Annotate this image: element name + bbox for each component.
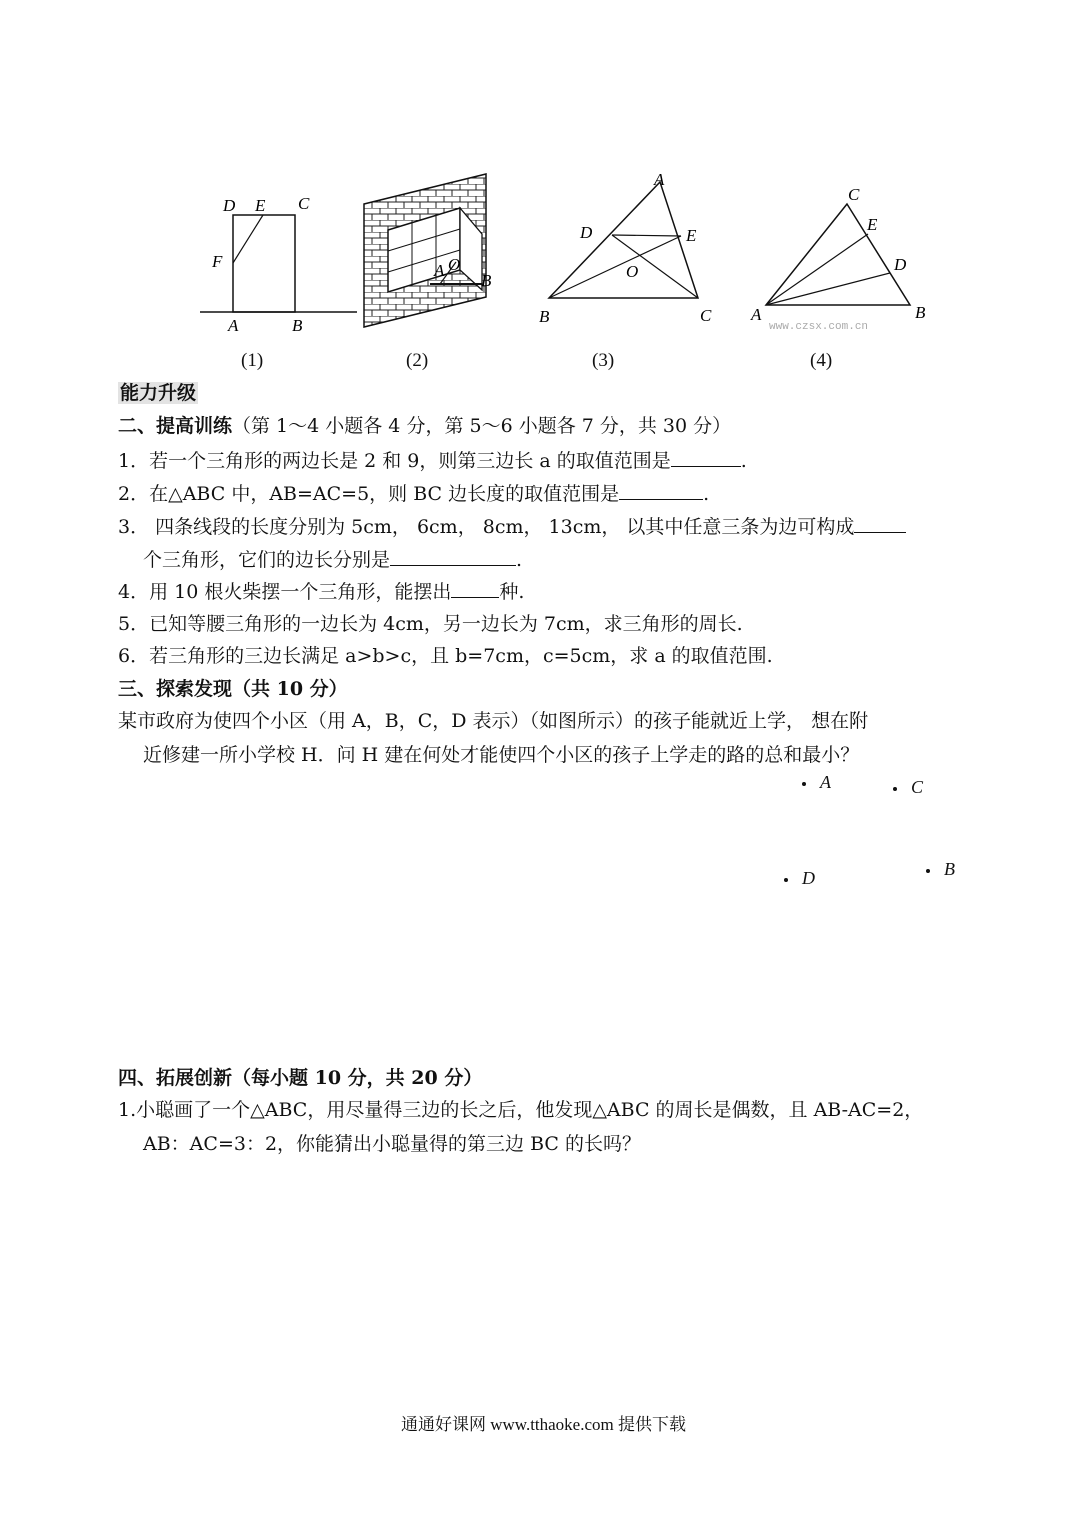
q4-blank[interactable]	[451, 579, 499, 598]
part4-line-1: 1.小聪画了一个△ABC，用尽量得三边的长之后，他发现△ABC 的周长是偶数，且 AB-AC=2，	[118, 1099, 924, 1121]
part4-heading: 四、拓展创新（每小题 10 分，共 20 分）	[118, 1067, 483, 1089]
point-d-label: D	[802, 868, 815, 888]
fig3-label-d: D	[580, 223, 593, 242]
question-4	[118, 579, 524, 605]
fig3-label-c: C	[700, 306, 712, 325]
fig4-watermark: www.czsx.com.cn	[769, 321, 869, 333]
part3-line-1: 某市政府为使四个小区（用 A，B，C，D 表示）（如图所示）的孩子能就近上学， 想在附	[118, 710, 869, 732]
figure-4-drawing	[745, 180, 935, 340]
question-2	[118, 481, 709, 507]
point-a-label: A	[820, 772, 831, 792]
q4-text: 4．用 10 根火柴摆一个三角形，能摆出	[118, 581, 452, 603]
question-6: 6．若三角形的三边长满足 a>b>c，且 b=7cm，c=5cm，求 a 的取值范围.	[118, 645, 773, 667]
point-a	[802, 772, 831, 793]
fig1-label-f: F	[212, 252, 223, 271]
figure-4	[745, 180, 935, 340]
figure-4-caption: (4)	[810, 350, 833, 371]
fig1-label-a: A	[228, 316, 239, 335]
q4-end: 种.	[499, 581, 525, 603]
fig1-label-b: B	[292, 316, 303, 335]
fig2-label-o: O	[448, 255, 461, 274]
fig1-label-e: E	[255, 196, 266, 215]
fig3-label-o: O	[626, 262, 639, 281]
point-b	[926, 859, 955, 880]
figure-1	[195, 185, 365, 345]
fig1-label-d: D	[223, 196, 236, 215]
point-c-label: C	[911, 777, 924, 797]
fig4-label-a: A	[751, 305, 762, 324]
part2-note: （第 1～4 小题各 4 分，第 5～6 小题各 7 分，共 30 分）	[232, 415, 732, 437]
point-b-label: B	[944, 859, 955, 879]
q2-text: 2．在△ABC 中，AB=AC=5，则 BC 边长度的取值范围是	[118, 483, 620, 505]
q3-end: .	[516, 549, 523, 571]
figure-3-caption: (3)	[592, 350, 615, 371]
part3-line-2: 近修建一所小学校 H．问 H 建在何处才能使四个小区的孩子上学走的路的总和最小？	[143, 744, 860, 766]
q2-blank[interactable]	[619, 481, 703, 500]
question-5: 5．已知等腰三角形的一边长为 4cm，另一边长为 7cm，求三角形的周长.	[118, 613, 743, 635]
q3-blank-sides[interactable]	[390, 547, 516, 566]
figure-1-caption: (1)	[241, 350, 264, 371]
q1-blank[interactable]	[671, 448, 741, 467]
part2-heading-line	[118, 413, 731, 439]
part4-line-2: AB：AC=3：2，你能猜出小聪量得的第三边 BC 的长吗？	[143, 1133, 641, 1155]
fig1-label-c: C	[298, 194, 310, 213]
q1-text: 1．若一个三角形的两边长是 2 和 9，则第三边长 a 的取值范围是	[118, 450, 671, 472]
fig4-label-c: C	[848, 185, 860, 204]
footer: 通通好课网 www.tthaoke.com 提供下载	[400, 1415, 687, 1434]
fig3-label-e: E	[686, 226, 697, 245]
figure-1-drawing	[195, 185, 365, 345]
q1-end: .	[740, 450, 747, 472]
part2-heading: 二、提高训练	[118, 415, 233, 437]
figure-2	[360, 172, 495, 332]
question-1	[118, 448, 747, 474]
fig4-label-e: E	[867, 215, 878, 234]
point-a-dot	[802, 782, 806, 786]
fig2-label-b: B	[481, 271, 492, 290]
q3-text-line1: 3． 四条线段的长度分别为 5cm， 6cm， 8cm， 13cm， 以其中任意三条为边可构成	[118, 516, 855, 538]
q2-end: .	[703, 483, 710, 505]
point-d-dot	[784, 878, 788, 882]
fig4-label-b: B	[915, 303, 926, 322]
point-d	[784, 868, 815, 889]
q3-blank-count[interactable]	[854, 514, 906, 533]
figure-2-caption: (2)	[406, 350, 429, 371]
fig3-label-b: B	[539, 307, 550, 326]
part3-heading: 三、探索发现（共 10 分）	[118, 678, 348, 700]
figure-3-drawing	[535, 165, 725, 335]
section-heading	[118, 380, 198, 406]
point-b-dot	[926, 869, 930, 873]
section-heading-text: 能力升级	[120, 382, 197, 404]
question-3-line-1	[118, 514, 906, 540]
point-c	[893, 777, 923, 798]
figure-2-drawing	[360, 172, 495, 332]
point-c-dot	[893, 787, 897, 791]
figure-3	[535, 165, 725, 335]
fig4-label-d: D	[894, 255, 907, 274]
question-3-line-2	[143, 547, 522, 573]
fig3-label-a: A	[654, 170, 665, 189]
fig2-label-a: A	[434, 261, 445, 280]
q3-text-line2: 个三角形，它们的边长分别是	[143, 549, 391, 571]
